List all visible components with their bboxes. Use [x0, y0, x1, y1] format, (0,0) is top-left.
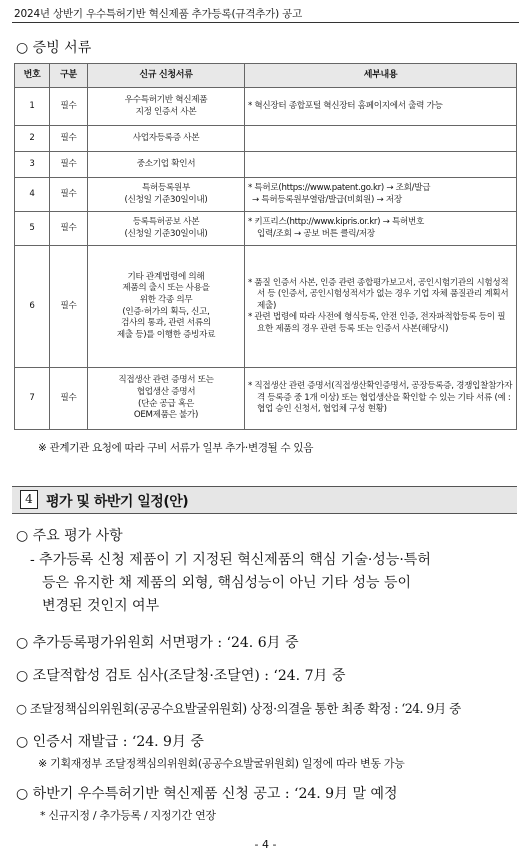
- document-line: 우수특허기반 혁신제품: [124, 94, 208, 105]
- document-line: 제출 등)를 이행한 증빙자료: [116, 329, 216, 340]
- document-header: 2024년 상반기 우수특허기반 혁신제품 추가등록(규격추가) 공고: [14, 8, 303, 20]
- announcement-scope-note: * 신규지정 / 추가등록 / 지정기간 연장: [40, 809, 216, 822]
- row-document: [88, 152, 245, 178]
- criteria-line-1: - 추가등록 신청 제품이 기 지정된 혁신제품의 핵심 기술·성능·특허: [30, 552, 431, 568]
- criteria-line-2: 등은 유지한 채 제품의 외형, 핵심성능이 아닌 기타 성능 등이: [42, 575, 412, 591]
- table-row: [15, 88, 517, 126]
- table-row: [15, 126, 517, 152]
- document-line: OEM제품은 불가): [133, 410, 199, 421]
- row-document: [88, 368, 245, 430]
- schedule-change-note: ※ 기획재정부 조달정책심의위원회(공공수요발굴위원회) 일정에 따라 변동 가능: [38, 757, 405, 770]
- document-line: 위한 각종 의무: [139, 294, 193, 305]
- document-line: 특허등록원부: [141, 182, 190, 193]
- row-document: [88, 126, 245, 152]
- table-row: [15, 152, 517, 178]
- table-note: ※ 관계기관 요청에 따라 구비 서류가 일부 추가·변경될 수 있음: [38, 442, 314, 454]
- row-number: 6: [15, 246, 50, 368]
- row-number: 1: [15, 88, 50, 126]
- row-document: [88, 246, 245, 368]
- document-line: (단순 공급 혹은: [138, 398, 194, 409]
- row-document: [88, 88, 245, 126]
- document-line: 검사의 통과, 관련 서류의: [121, 318, 211, 329]
- col-header-no: 번호: [15, 64, 50, 88]
- detail-line: → 특허등록원부열람/발급(비회원) → 저장: [252, 194, 402, 205]
- document-line: (인증·허가의 획득, 신고,: [122, 306, 210, 317]
- document-line: 직접생산 관련 증명서 또는: [118, 375, 214, 386]
- detail-line: * 특허로(https://www.patent.go.kr) → 조회/발급: [248, 182, 431, 193]
- row-number: 3: [15, 152, 50, 178]
- row-details: [245, 368, 517, 430]
- document-line: 지정 인증서 사본: [135, 106, 197, 117]
- row-details: [245, 246, 517, 368]
- row-details: [245, 212, 517, 246]
- detail-line: * 직접생산 관련 증명서(직접생산확인증명서, 공장등록증, 경쟁입찰참가자격 등록증 중 1개 이상) 또는 협업생산을 확인할 수 있는 기타 서류 (예 : 협업 승인 신청서, 협업체 구성 현황): [248, 381, 513, 415]
- table-row: [15, 368, 517, 430]
- row-details: [245, 178, 517, 212]
- criteria-line-3: 변경된 것인지 여부: [42, 598, 160, 614]
- row-number: 2: [15, 126, 50, 152]
- col-header-type: 구분: [50, 64, 88, 88]
- section-number-box: 4: [20, 490, 38, 509]
- row-type: 필수: [50, 368, 88, 430]
- row-details: [245, 152, 517, 178]
- detail-line: * 관련 법령에 따라 사전에 형식등록, 안전 인증, 전자파적합등록 등이 필요한 제품의 경우 관련 등록 또는 인증서 사본(해당시): [248, 312, 506, 334]
- detail-line: * 키프리스(http://www.kipris.or.kr) → 특허번호: [248, 216, 424, 227]
- table-row: [15, 178, 517, 212]
- bullet-certificate-reissue: ○ 인증서 재발급 : ‘24. 9月 중: [16, 734, 204, 750]
- row-type: 필수: [50, 178, 88, 212]
- detail-line: * 혁신장터 종합포털 혁신장터 홈페이지에서 출력 가능: [248, 100, 443, 111]
- detail-line: 입력/조회 → 공보 버튼 클릭/저장: [257, 228, 375, 239]
- row-document: [88, 178, 245, 212]
- document-line: 제품의 출시 또는 사용을: [122, 283, 210, 294]
- row-document: [88, 212, 245, 246]
- row-details: [245, 88, 517, 126]
- detail-line: * 품질 인증서 사본, 인증 관련 종합평가보고서, 공인시험기관의 시험성적서 등 (인증서, 공인시험성적서가 없는 경우 기업 자체 품질관리 계획서 제출): [248, 277, 509, 311]
- bullet-final-confirmation: ○ 조달정책심의위원회(공공수요발굴위원회) 상정·의결을 통한 최종 확정 : ‘24. 9月 중: [16, 701, 461, 716]
- section-4-heading-bar: [12, 486, 517, 514]
- row-type: 필수: [50, 246, 88, 368]
- bullet-procurement-review: ○ 조달적합성 검토 심사(조달청·조달연) : ‘24. 7月 중: [16, 668, 346, 684]
- col-header-document: 신규 신청서류: [88, 64, 245, 88]
- row-type: 필수: [50, 152, 88, 178]
- row-number: 4: [15, 178, 50, 212]
- row-type: 필수: [50, 212, 88, 246]
- row-number: 7: [15, 368, 50, 430]
- col-header-details: 세부내용: [245, 64, 517, 88]
- table-row: [15, 212, 517, 246]
- document-line: 기타 관계법령에 의해: [127, 271, 205, 282]
- document-line: (신청일 기준30일이내): [124, 194, 208, 205]
- bullet-main-criteria: ○ 주요 평가 사항: [16, 528, 123, 544]
- document-line: 중소기업 확인서: [136, 158, 196, 169]
- table-header-row: [15, 64, 517, 88]
- bullet-second-half-announcement: ○ 하반기 우수특허기반 혁신제품 신청 공고 : ‘24. 9月 말 예정: [16, 786, 398, 802]
- bullet-written-evaluation: ○ 추가등록평가위원회 서면평가 : ‘24. 6月 중: [16, 635, 299, 651]
- row-details: [245, 126, 517, 152]
- document-line: 등록특허공보 사본: [132, 216, 200, 227]
- row-type: 필수: [50, 88, 88, 126]
- document-line: 협업생산 증명서: [136, 386, 196, 397]
- row-number: 5: [15, 212, 50, 246]
- document-line: (신청일 기준30일이내): [124, 228, 208, 239]
- table-row: [15, 246, 517, 368]
- header-divider: [12, 22, 519, 23]
- section-4-title: 평가 및 하반기 일정(안): [46, 494, 189, 510]
- document-line: 사업자등록증 사본: [132, 132, 200, 143]
- page-number: - 4 -: [254, 838, 277, 851]
- row-type: 필수: [50, 126, 88, 152]
- section-title-evidence: ○ 증빙 서류: [16, 40, 92, 56]
- evidence-documents-table: [14, 63, 517, 430]
